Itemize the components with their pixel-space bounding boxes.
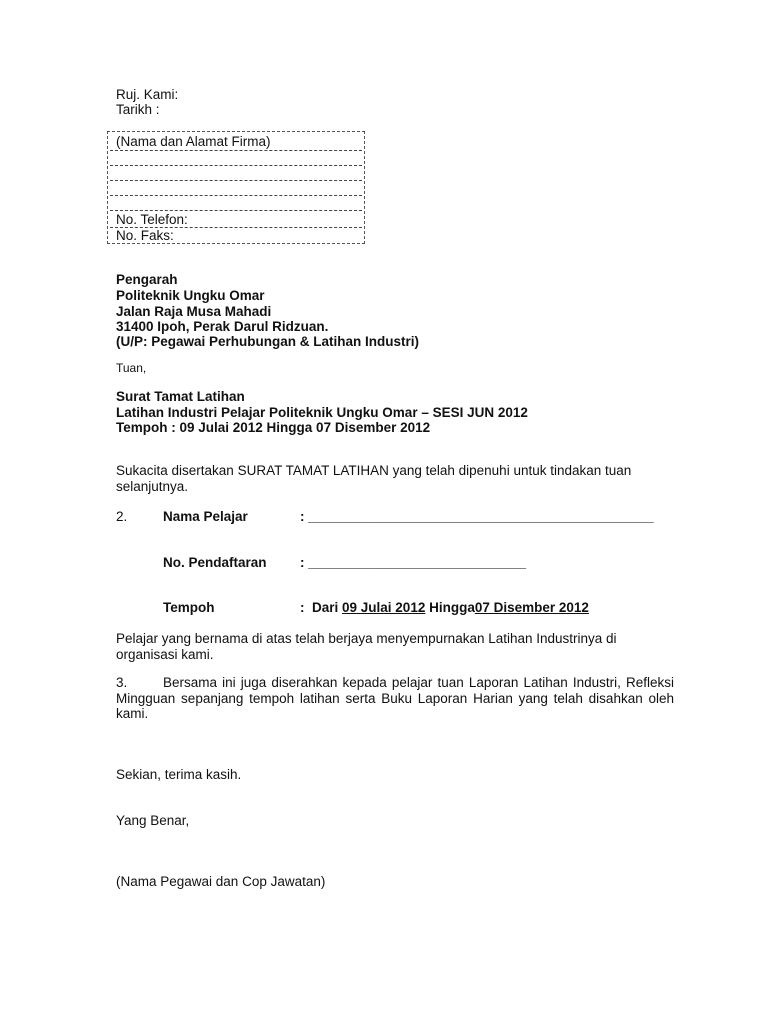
period-until: Hingga xyxy=(425,600,475,615)
firm-address-line xyxy=(110,195,362,196)
recipient-street: Jalan Raja Musa Mahadi xyxy=(116,304,272,319)
period-value xyxy=(300,600,589,616)
recipient-institution: Politeknik Ungku Omar xyxy=(116,288,265,303)
period-start-date: 09 Julai 2012 xyxy=(342,600,426,615)
student-name-field: : ______________________________________________ xyxy=(300,509,654,524)
firm-name-address-label: (Nama dan Alamat Firma) xyxy=(116,134,271,149)
firm-address-line xyxy=(110,180,362,181)
firm-address-box xyxy=(107,131,365,244)
subject-title: Surat Tamat Latihan xyxy=(116,389,245,404)
intro-paragraph: Sukacita disertakan SURAT TAMAT LATIHAN yang telah dipenuhi untuk tindakan tuan selanjutnya. xyxy=(116,463,632,494)
firm-address-line xyxy=(110,150,362,151)
documents-paragraph: Bersama ini juga diserahkan kepada pelajar tuan Laporan Latihan Industri, Refleksi Mingguan sepanjang tempoh latihan serta Buku Laporan Harian yang telah disahkan oleh kami. xyxy=(116,675,674,721)
reference-label: Ruj. Kami: xyxy=(116,87,179,102)
registration-field: : _____________________________ xyxy=(300,555,526,570)
subject-period: Tempoh : 09 Julai 2012 Hingga 07 Disember 2012 xyxy=(116,420,431,435)
closing-thanks: Sekian, terima kasih. xyxy=(116,767,242,782)
recipient-city: 31400 Ipoh, Perak Darul Ridzuan. xyxy=(116,319,329,334)
completion-paragraph: Pelajar yang bernama di atas telah berjaya menyempurnakan Latihan Industrinya di organisasi kami. xyxy=(116,631,617,662)
firm-address-line xyxy=(110,165,362,166)
subject-program: Latihan Industri Pelajar Politeknik Ungku Omar – SESI JUN 2012 xyxy=(116,405,528,420)
recipient-attention: (U/P: Pegawai Perhubungan & Latihan Industri) xyxy=(116,334,420,349)
recipient-title: Pengarah xyxy=(116,272,178,287)
firm-address-line xyxy=(110,210,362,211)
registration-label: No. Pendaftaran xyxy=(163,555,267,570)
firm-phone-label: No. Telefon: xyxy=(116,212,188,227)
period-prefix: : Dari xyxy=(300,600,343,615)
salutation: Tuan, xyxy=(116,361,147,375)
paragraph-number: 3. xyxy=(116,675,128,690)
student-name-label: Nama Pelajar xyxy=(163,509,248,524)
signatory-placeholder: (Nama Pegawai dan Cop Jawatan) xyxy=(116,874,326,889)
period-label: Tempoh xyxy=(163,600,215,615)
paragraph-number: 2. xyxy=(116,509,128,524)
firm-fax-label: No. Faks: xyxy=(116,228,174,243)
period-end-date: 07 Disember 2012 xyxy=(474,600,589,615)
closing-yours: Yang Benar, xyxy=(116,813,190,828)
date-label: Tarikh : xyxy=(116,102,160,117)
